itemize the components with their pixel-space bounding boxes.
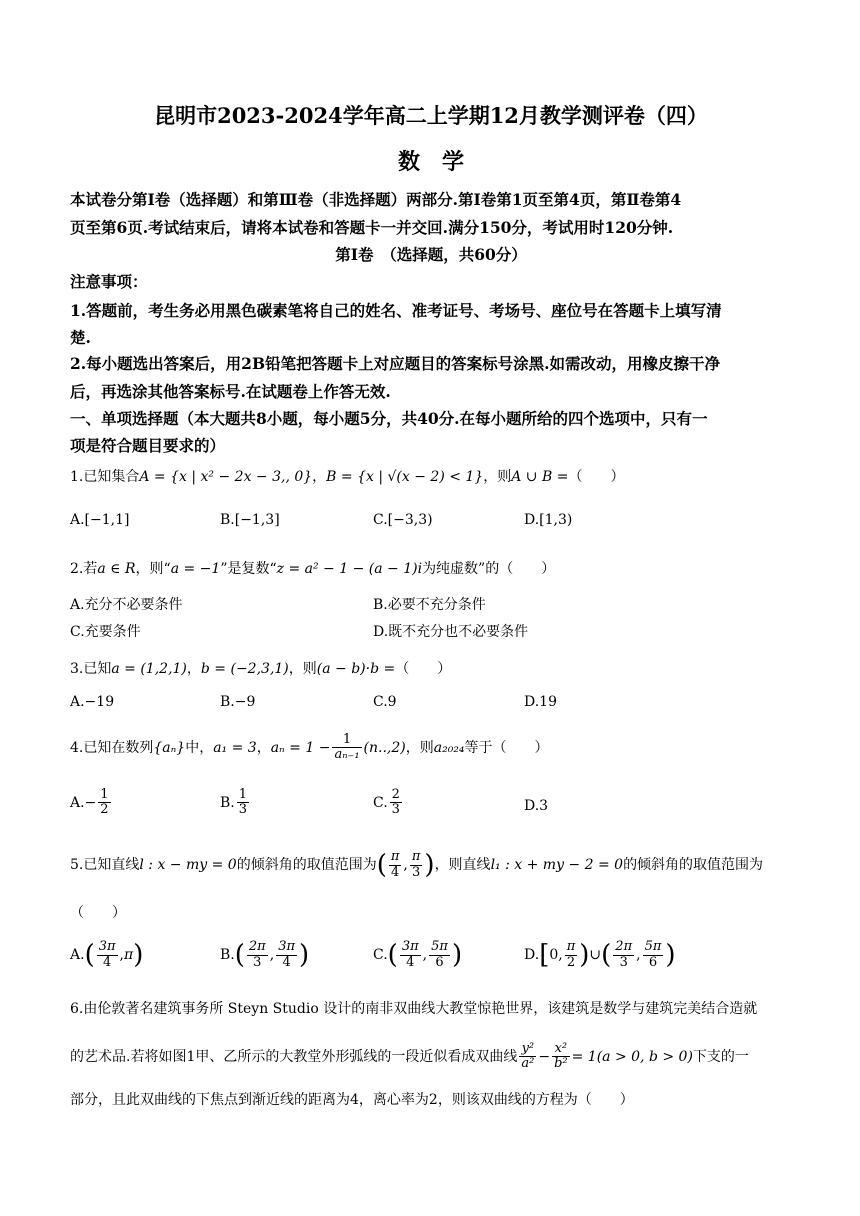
set-a-expression: A = {x | x² − 2x − 3,, 0} xyxy=(139,469,313,485)
question-6-line-3: 部分，且此双曲线的下焦点到渐近线的距离为4，离心率为2，则该双曲线的方程为（ ） xyxy=(70,1092,634,1108)
question-2-stem: 2.若a ∈ R，则“a = −1”是复数“z = a² − 1 − (a − 1)i为纯虚数”的（ ） xyxy=(70,561,556,577)
q2-option-d: D.既不充分也不必要条件 xyxy=(373,624,529,640)
question-6-line-1: 6.由伦敦著名建筑事务所 Steyn Studio 设计的南非双曲线大教堂惊艳世界，该建筑是数学与建筑完美结合造就 xyxy=(70,1001,758,1017)
question-5-stem: 5.已知直线l : x − my = 0的倾斜角的取值范围为( $\frac{\pi}{4}$ , $\frac{\pi}{3}$ )，则直线l₁ : x + my − 2 = 0的倾斜角的取值范围为 xyxy=(70,849,764,880)
question-3-stem: 3.已知a = (1,2,1)，b = (−2,3,1)，则(a − b)·b =（ ） xyxy=(70,661,452,677)
notice-1b: 楚. xyxy=(70,328,91,347)
recurrence-fraction: $\frac{1}{\text{aₙ₋₁}}$ xyxy=(334,732,360,763)
q2-option-a: A.充分不必要条件 xyxy=(70,597,183,613)
q1-option-c: C.[−3,3) xyxy=(373,512,433,528)
q4-option-b: B. $\frac{1}{3}$ xyxy=(220,787,248,818)
subject-title: 数学 xyxy=(397,149,486,175)
q5-option-c: C.( $\frac{3\pi}{4}$ , $\frac{5\pi}{6}$ ) xyxy=(373,939,463,970)
notice-title: 注意事项： xyxy=(70,272,148,291)
q3-option-c: C.9 xyxy=(373,694,397,710)
exam-title: 昆明市2023-2024学年高二上学期12月教学测评卷（四） xyxy=(154,103,708,128)
q5-option-b: B.( $\frac{2\pi}{3}$ , $\frac{3\pi}{4}$ ) xyxy=(220,939,310,970)
q1-option-b: B.[−1,3] xyxy=(220,512,280,528)
notice-2b: 后，再选涂其他答案标号.在试题卷上作答无效. xyxy=(70,382,391,401)
question-5-stem-end: （ ） xyxy=(70,905,126,921)
q5-option-a: A.( $\frac{3\pi}{4}$ ,π) xyxy=(70,939,144,970)
union-expression: A ∪ B = xyxy=(511,469,569,485)
q3-option-d: D.19 xyxy=(524,694,557,710)
q2-option-b: B.必要不充分条件 xyxy=(373,597,486,613)
q3-option-b: B.−9 xyxy=(220,694,256,710)
question-6-line-2: 的艺术品.若将如图1甲、乙所示的大教堂外形弧线的一段近似看成双曲线 $\frac{\text{y²}}{\text{a²}}$ − $\frac{\text{x²}}{\text{b²}}$ = 1(a > 0, b > 0)下支的一 xyxy=(70,1041,749,1072)
notice-1a: 1.答题前，考生务必用黑色碳素笔将自己的姓名、准考证号、考场号、座位号在答题卡上填写清 xyxy=(70,301,722,320)
q4-option-d: D.3 xyxy=(524,798,549,814)
intro-line-1: 本试卷分第Ⅰ卷（选择题）和第Ⅲ卷（非选择题）两部分.第Ⅰ卷第1页至第4页，第Ⅱ卷第4 xyxy=(70,190,682,209)
part1-heading-b: 项是符合题目要求的） xyxy=(70,436,226,455)
q3-option-a: A.−19 xyxy=(70,694,115,710)
part1-heading-a: 一、单项选择题（本大题共8小题，每小题5分，共40分.在每小题所给的四个选项中，只有一 xyxy=(70,409,708,428)
q2-option-c: C.充要条件 xyxy=(70,624,141,640)
set-b-expression: B = {x | √(x − 2) < 1} xyxy=(326,469,484,485)
q4-option-c: C. $\frac{2}{3}$ xyxy=(373,787,400,818)
question-1-stem: 1.已知集合A = {x | x² − 2x − 3,, 0}，B = {x | √(x − 2) < 1}，则A ∪ B =（ ） xyxy=(70,469,625,485)
notice-2a: 2.每小题选出答案后，用2B铅笔把答题卡上对应题目的答案标号涂黑.如需改动，用橡皮擦干净 xyxy=(70,354,720,373)
q5-option-d: D.[0, $\frac{\pi}{2}$ )∪( $\frac{2\pi}{3}$ , $\frac{5\pi}{6}$ ) xyxy=(524,939,676,970)
q4-option-a: A.− $\frac{1}{2}$ xyxy=(70,787,109,818)
section-heading: 第Ⅰ卷 （选择题，共60分） xyxy=(335,245,527,264)
question-4-stem: 4.已知在数列{aₙ}中，a₁ = 3，aₙ = 1 − $\frac{1}{\text{aₙ₋₁}}$ (n..,2)，则a₂₀₂₄等于（ ） xyxy=(70,732,549,763)
q1-option-a: A.[−1,1] xyxy=(70,512,130,528)
intro-line-2: 页至第6页.考试结束后，请将本试卷和答题卡一并交回.满分150分，考试用时120分钟. xyxy=(70,218,674,237)
q1-option-d: D.[1,3) xyxy=(524,512,573,528)
